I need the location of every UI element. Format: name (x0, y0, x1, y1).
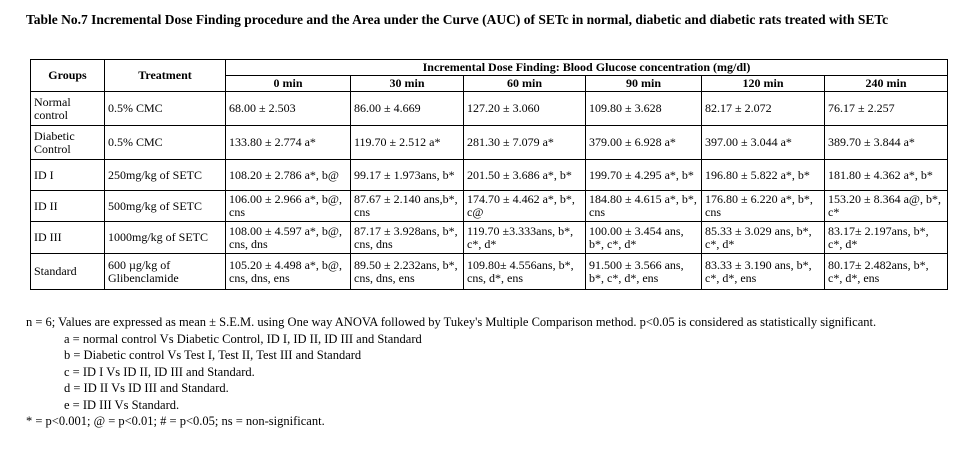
table-footnotes (26, 314, 971, 430)
glucose-value-cell: 397.00 ± 3.044 a* (702, 126, 825, 160)
treatment-cell: 500mg/kg of SETC (105, 191, 226, 222)
blood-glucose-table (30, 59, 948, 290)
group-cell: ID II (31, 191, 105, 222)
glucose-value-cell: 83.33 ± 3.190 ans, b*, c*, d*, ens (702, 254, 825, 290)
table-row (31, 92, 948, 126)
treatment-cell: 0.5% CMC (105, 126, 226, 160)
legend-line: a = normal control Vs Diabetic Control, ID I, ID II, ID III and Standard (64, 331, 422, 346)
group-cell: Standard (31, 254, 105, 290)
legend-line: c = ID I Vs ID II, ID III and Standard. (64, 364, 255, 379)
glucose-value-cell: 127.20 ± 3.060 (464, 92, 586, 126)
glucose-value-cell: 133.80 ± 2.774 a* (226, 126, 351, 160)
table-row (31, 254, 948, 290)
glucose-value-cell: 181.80 ± 4.362 a*, b* (825, 160, 948, 191)
glucose-value-cell: 119.70 ±3.333ans, b*, c*, d* (464, 222, 586, 254)
glucose-value-cell: 76.17 ± 2.257 (825, 92, 948, 126)
table-row (31, 222, 948, 254)
glucose-value-cell: 68.00 ± 2.503 (226, 92, 351, 126)
glucose-value-cell: 153.20 ± 8.364 a@, b*, c* (825, 191, 948, 222)
glucose-value-cell: 83.17± 2.197ans, b*, c*, d* (825, 222, 948, 254)
glucose-value-cell: 389.70 ± 3.844 a* (825, 126, 948, 160)
glucose-value-cell: 86.00 ± 4.669 (351, 92, 464, 126)
header-time-point: 30 min (351, 76, 464, 92)
table-row (31, 191, 948, 222)
treatment-cell: 1000mg/kg of SETC (105, 222, 226, 254)
table-body (31, 92, 948, 290)
glucose-value-cell: 85.33 ± 3.029 ans, b*, c*, d* (702, 222, 825, 254)
glucose-value-cell: 281.30 ± 7.079 a* (464, 126, 586, 160)
legend-line: b = Diabetic control Vs Test I, Test II, Test III and Standard (64, 348, 362, 362)
glucose-value-cell: 99.17 ± 1.973ans, b* (351, 160, 464, 191)
glucose-value-cell: 91.500 ± 3.566 ans, b*, c*, d*, ens (586, 254, 702, 290)
glucose-value-cell: 109.80± 4.556ans, b*, cns, d*, ens (464, 254, 586, 290)
group-cell: ID III (31, 222, 105, 254)
glucose-value-cell: 174.70 ± 4.462 a*, b*, c@ (464, 191, 586, 222)
header-time-point: 90 min (586, 76, 702, 92)
glucose-value-cell: 199.70 ± 4.295 a*, b* (586, 160, 702, 191)
table-row (31, 160, 948, 191)
glucose-value-cell: 89.50 ± 2.232ans, b*, cns, dns, ens (351, 254, 464, 290)
glucose-value-cell: 80.17± 2.482ans, b*, c*, d*, ens (825, 254, 948, 290)
header-groups: Groups (31, 60, 105, 92)
header-time-point: 240 min (825, 76, 948, 92)
table-caption: Table No.7 Incremental Dose Finding procedure and the Area under the Curve (AUC) of SETc in normal, diabetic and diabetic rats treated with SETc (26, 12, 889, 27)
glucose-value-cell: 108.00 ± 4.597 a*, b@, cns, dns (226, 222, 351, 254)
glucose-value-cell: 184.80 ± 4.615 a*, b*, cns (586, 191, 702, 222)
header-dose-finding: Incremental Dose Finding: Blood Glucose concentration (mg/dl) (226, 60, 948, 76)
table-row (31, 126, 948, 160)
glucose-value-cell: 108.20 ± 2.786 a*, b@ (226, 160, 351, 191)
glucose-value-cell: 105.20 ± 4.498 a*, b@, cns, dns, ens (226, 254, 351, 290)
treatment-cell: 250mg/kg of SETC (105, 160, 226, 191)
statistics-note: n = 6; Values are expressed as mean ± S.E.M. using One way ANOVA followed by Tukey's Multiple Comparison method. p<0.05 is considered as statistically significant. (26, 315, 877, 329)
glucose-value-cell: 87.17 ± 3.928ans, b*, cns, dns (351, 222, 464, 254)
group-cell: ID I (31, 160, 105, 191)
group-cell: Diabetic Control (31, 126, 105, 160)
glucose-value-cell: 82.17 ± 2.072 (702, 92, 825, 126)
glucose-value-cell: 109.80 ± 3.628 (586, 92, 702, 126)
comparison-legend (26, 331, 971, 414)
header-time-point: 120 min (702, 76, 825, 92)
glucose-value-cell: 87.67 ± 2.140 ans,b*, cns (351, 191, 464, 222)
glucose-value-cell: 100.00 ± 3.454 ans, b*, c*, d* (586, 222, 702, 254)
header-time-point: 60 min (464, 76, 586, 92)
glucose-value-cell: 106.00 ± 2.966 a*, b@, cns (226, 191, 351, 222)
glucose-value-cell: 379.00 ± 6.928 a* (586, 126, 702, 160)
header-time-point: 0 min (226, 76, 351, 92)
treatment-cell: 600 µg/kg of Glibenclamide (105, 254, 226, 290)
treatment-cell: 0.5% CMC (105, 92, 226, 126)
glucose-value-cell: 119.70 ± 2.512 a* (351, 126, 464, 160)
glucose-value-cell: 201.50 ± 3.686 a*, b* (464, 160, 586, 191)
glucose-value-cell: 176.80 ± 6.220 a*, b*, cns (702, 191, 825, 222)
significance-key: * = p<0.001; @ = p<0.01; # = p<0.05; ns = non-significant. (26, 414, 325, 428)
group-cell: Normal control (31, 92, 105, 126)
glucose-value-cell: 196.80 ± 5.822 a*, b* (702, 160, 825, 191)
legend-line: e = ID III Vs Standard. (64, 397, 180, 412)
legend-line: d = ID II Vs ID III and Standard. (64, 381, 229, 395)
header-treatment: Treatment (105, 60, 226, 92)
